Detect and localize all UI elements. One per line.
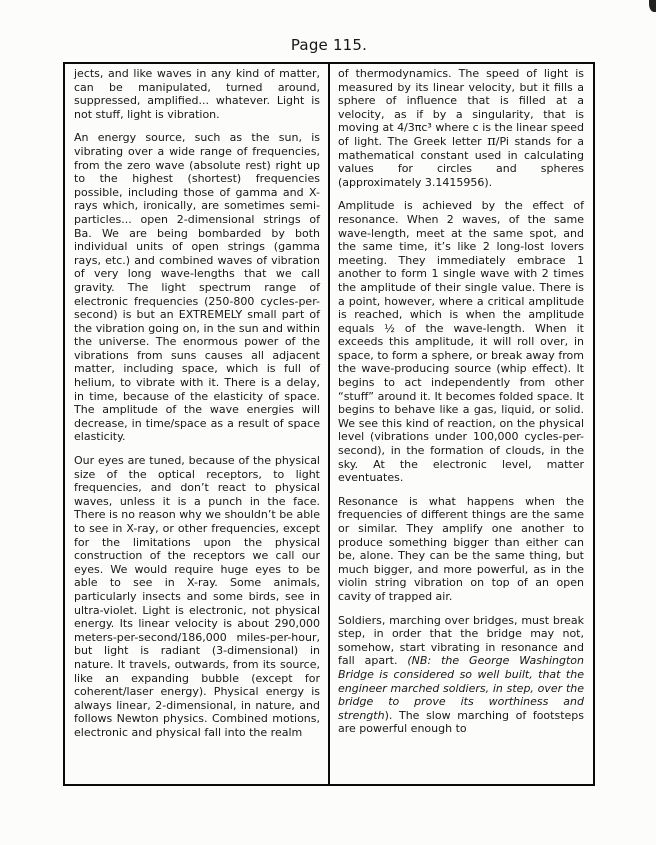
paragraph	[338, 614, 584, 736]
scan-artifact-mark	[649, 0, 656, 12]
page-number-header: Page 115.	[290, 36, 368, 54]
paragraph	[74, 67, 320, 121]
pi-symbol: π	[487, 133, 496, 149]
text-segment: /Pi stands for a mathematical constant used in calculating values for circles and spheres (approximately 3.1415956).	[338, 134, 585, 189]
paragraph	[338, 67, 584, 189]
text-segment: of thermodynamics. The speed of light is measured by its linear velocity, but it fills a sphere of influence that is filled at a velocity, as if by a singularity, that is moving at 4/3πc³ where c is the linear speed of light. The Greek letter	[338, 67, 584, 148]
text-segment: Soldiers, marching over bridges, must break step, in order that the bridge may not, somehow, start vibrating in resonance and fall apart.	[338, 613, 584, 668]
text-segment: Amplitude is achieved by the effect of resonance. When 2 waves, of the same wave-length, meet at the same spot, and the same time, it’s like 2 long-lost lovers meeting. They immediately embrace 1 another to form 1 single wave with 2 times the amplitude of their single value. There is a point, however, where a critical amplitude is reached, which is when the amplitude equals ½ of the wave-length. When it exceeds this amplitude, it will roll over, in space, to form a sphere, or break away from the wave-producing source (whip effect). It begins to act independently from other “stuff” around it. It becomes folded space. It begins to behave like a gas, liquid, or solid. We see this kind of reaction, on the physical level (vibrations under 100,000 cycles-per-second), in the formation of clouds, in the sky. At the electronic level, matter eventuates.	[338, 199, 584, 485]
left-column	[65, 64, 328, 784]
paragraph	[338, 495, 584, 604]
italic-note-segment: (NB: the George Washington Bridge is considered so well built, that the engineer marched soldiers, in step, over the bridge to prove its worthiness and strength	[338, 654, 585, 722]
paragraph	[74, 454, 320, 739]
paragraph	[74, 131, 320, 444]
paragraph	[338, 199, 584, 484]
text-segment: jects, and like waves in any kind of matter, can be manipulated, turned around, suppressed, amplified... whatever. Light is not stuff, light is vibration.	[74, 67, 320, 121]
two-column-text-box	[63, 62, 595, 786]
text-segment: Resonance is what happens when the frequencies of different things are the same or similar. They amplify one another to produce something bigger than either can be, alone. They can be the same thing, but much bigger, and more powerful, as in the violin string vibration on top of an open cavity of trapped air.	[338, 494, 584, 603]
right-column	[330, 64, 593, 784]
text-segment: ). The slow marching of footsteps are powerful enough to	[338, 708, 584, 736]
text-segment: Our eyes are tuned, because of the physical size of the optical receptors, to light frequencies, and don’t react to physical waves, unless it is a punch in the face. There is no reason why we shouldn’t be able to see in X-ray, or other frequencies, except for the limitations upon the physical construction of the receptors we call our eyes. We would require huge eyes to be able to see in X-ray. Some animals, particularly insects and some birds, see in ultra-violet. Light is electronic, not physical energy. Its linear velocity is about 290,000 meters-per-second/186,000 miles-per-hour, but light is radiant (3-dimensional) in nature. It travels, outwards, from its source, like an expanding bubble (except for coherent/laser energy). Physical energy is always linear, 2-dimensional, in nature, and follows Newton physics. Combined motions, electronic and physical fall into the realm	[74, 454, 320, 739]
text-segment: An energy source, such as the sun, is vibrating over a wide range of frequencies, from the zero wave (absolute rest) right up to the highest (shortest) frequencies possible, including those of gamma and X-rays which, ironically, are sometimes semi-particles... open 2-dimensional strings of Ba. We are being bombarded by both individual units of open strings (gamma rays, etc.) and combined waves of vibration of very long wave-lengths that we call gravity. The light spectrum range of electronic frequencies (250-800 cycles-per-second) is but an EXTREMELY small part of the vibration going on, in the sun and within the universe. The enormous power of the vibrations from suns causes all adjacent matter, including space, which is full of helium, to vibrate with it. There is a delay, in time, because of the elasticity of space. The amplitude of the wave energies will decrease, in time/space as a result of space elasticity.	[74, 131, 320, 444]
